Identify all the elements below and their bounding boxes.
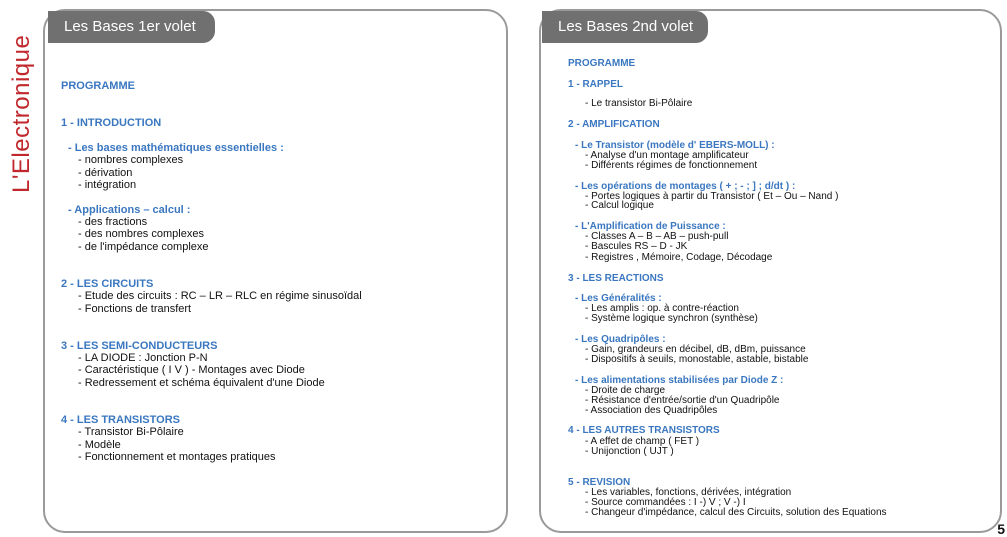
list-item: - Registres , Mémoire, Codage, Décodage <box>585 252 773 263</box>
left-section-1-title: 1 - INTRODUCTION <box>61 117 162 129</box>
right-section-1-title: 1 - RAPPEL <box>568 79 624 90</box>
page-number: 5 <box>997 521 1005 537</box>
right-section-2-sub-2: - Les opérations de montages ( + ; - ; ] ; d/dt ) : <box>575 181 796 192</box>
list-item: - des nombres complexes <box>78 228 204 240</box>
left-programme: PROGRAMME <box>61 80 135 92</box>
list-item: - Portes logiques à partir du Transistor ( Et – Ou – Nand ) <box>585 191 839 202</box>
list-item: - Les variables, fonctions, dérivées, intégration <box>585 487 792 498</box>
left-tab-title: Les Bases 1er volet <box>48 11 215 43</box>
list-item: - Fonctionnement et montages pratiques <box>78 451 276 463</box>
right-section-2-sub-3: - L'Amplification de Puissance : <box>575 221 726 232</box>
right-section-3-sub-3: - Les alimentations stabilisées par Diode Z : <box>575 375 784 386</box>
right-section-2-sub-1: - Le Transistor (modèle d' EBERS-MOLL) : <box>575 140 775 151</box>
list-item: - Source commandées : I -) V ; V -) I <box>585 497 746 508</box>
side-title: L'Electronique <box>8 34 35 193</box>
list-item: - Modèle <box>78 439 121 451</box>
list-item: - de l'impédance complexe <box>78 241 209 253</box>
list-item: - Caractéristique ( I V ) - Montages avec Diode <box>78 364 305 376</box>
right-section-2-title: 2 - AMPLIFICATION <box>568 119 660 130</box>
list-item: - Le transistor Bi-Pôlaire <box>585 98 693 109</box>
right-section-3-title: 3 - LES REACTIONS <box>568 273 664 284</box>
list-item: - intégration <box>78 179 137 191</box>
list-item: - des fractions <box>78 216 148 228</box>
list-item: - Résistance d'entrée/sortie d'un Quadripôle <box>585 395 780 406</box>
right-section-4-title: 4 - LES AUTRES TRANSISTORS <box>568 425 720 436</box>
list-item: - Changeur d'impédance, calcul des Circuits, solution des Equations <box>585 507 887 518</box>
list-item: - Etude des circuits : RC – LR – RLC en régime sinusoïdal <box>78 290 362 302</box>
list-item: - Gain, grandeurs en décibel, dB, dBm, puissance <box>585 344 806 355</box>
left-section-3-title: 3 - LES SEMI-CONDUCTEURS <box>61 340 218 352</box>
right-tab-title: Les Bases 2nd volet <box>542 11 708 43</box>
list-item: - Calcul logique <box>585 200 654 211</box>
list-item: - Les amplis : op. à contre-réaction <box>585 303 739 314</box>
left-section-4-title: 4 - LES TRANSISTORS <box>61 414 180 426</box>
list-item: - Système logique synchron (synthèse) <box>585 313 758 324</box>
list-item: - Transistor Bi-Pôlaire <box>78 426 184 438</box>
list-item: - A effet de champ ( FET ) <box>585 436 700 447</box>
list-item: - Redressement et schéma équivalent d'une Diode <box>78 377 325 389</box>
list-item: - Classes A – B – AB – push-pull <box>585 231 729 242</box>
left-section-1-sub-1: - Les bases mathématiques essentielles : <box>68 142 284 154</box>
list-item: - Dispositifs à seuils, monostable, astable, bistable <box>585 354 809 365</box>
list-item: - LA DIODE : Jonction P-N <box>78 352 208 364</box>
right-section-3-sub-2: - Les Quadripôles : <box>575 334 666 345</box>
right-section-3-sub-1: - Les Généralités : <box>575 293 662 304</box>
right-section-5-title: 5 - REVISION <box>568 477 631 488</box>
right-programme: PROGRAMME <box>568 58 636 69</box>
list-item: - Analyse d'un montage amplificateur <box>585 150 749 161</box>
list-item: - Droite de charge <box>585 385 666 396</box>
left-section-2-title: 2 - LES CIRCUITS <box>61 278 154 290</box>
list-item: - Unijonction ( UJT ) <box>585 446 674 457</box>
list-item: - Bascules RS – D - JK <box>585 241 688 252</box>
left-section-1-sub-2: - Applications – calcul : <box>68 204 191 216</box>
list-item: - dérivation <box>78 167 133 179</box>
list-item: - nombres complexes <box>78 154 184 166</box>
list-item: - Différents régimes de fonctionnement <box>585 160 758 171</box>
list-item: - Association des Quadripôles <box>585 405 718 416</box>
list-item: - Fonctions de transfert <box>78 303 192 315</box>
